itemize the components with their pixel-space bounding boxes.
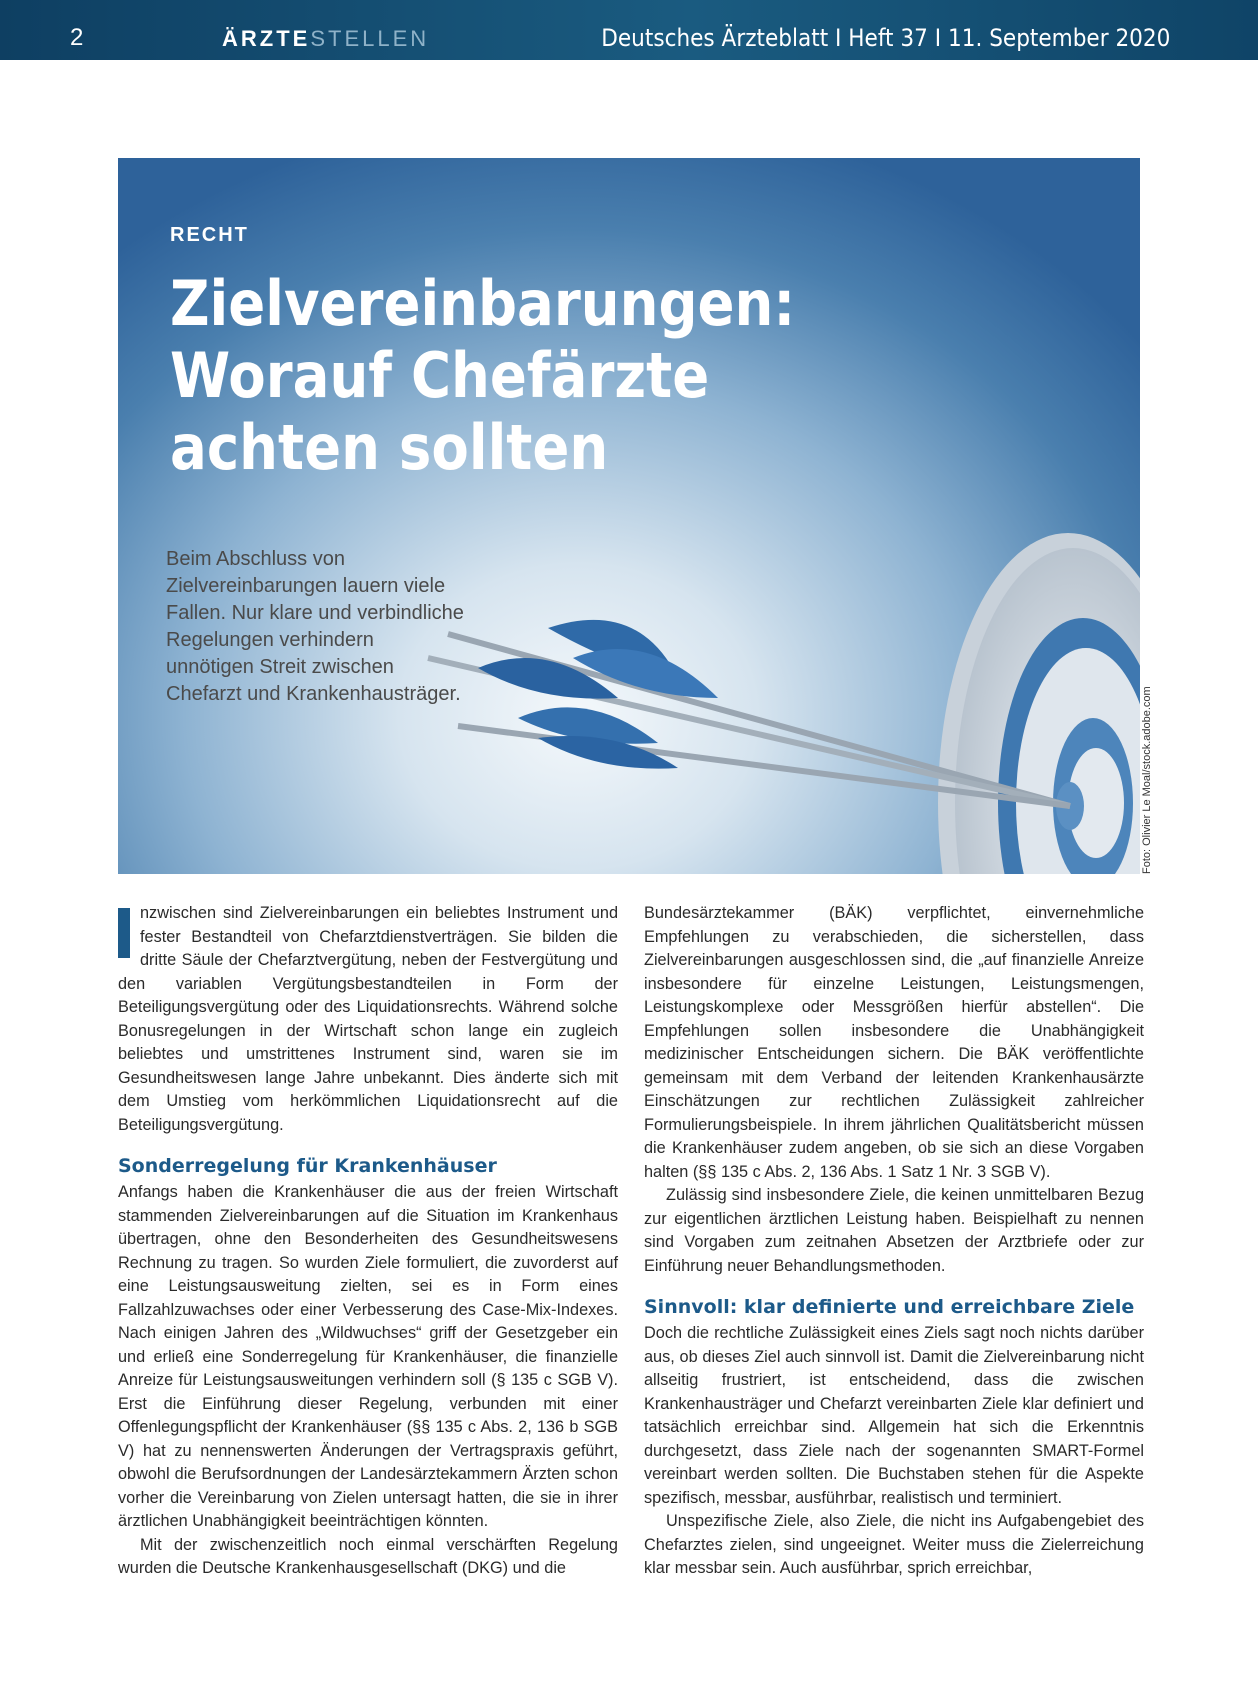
body-paragraph: Doch die rechtliche Zulässigkeit eines Ziels sagt noch nichts darüber aus, ob dieses Ziel auch sinnvoll ist. Damit die Zielvereinbarung nicht allseitig frustriert, ist entscheidend, dass die zwischen Krankenhausträger und Chefarzt vereinbarten Ziele klar definiert und tatsächlich erreichbar sind. Allgemein hat sich die Erkenntnis durchgesetzt, dass Ziele nach der sogenannten SMART-Formel vereinbart werden sollten. Die Buchstaben stehen für die Aspekte spezifisch, messbar, ausführbar, realistisch und terminiert. xyxy=(644,1324,1144,1507)
target-icon xyxy=(938,533,1140,874)
body-paragraph: Zulässig sind insbesondere Ziele, die keinen unmittelbaren Bezug zur eigentlichen ärztlichen Leistung haben. Beispielhaft zu nennen sind Vorgaben zum zeitnahen Absetzen der Arztbriefe oder zur Einführung neuer Behandlungsmethoden. xyxy=(644,1186,1144,1275)
article-teaser: Beim Abschluss von Zielvereinbarungen lauern viele Fallen. Nur klare und verbindliche Regelungen verhindern unnötigen Streit zwischen Chefarzt und Krankenhausträger. xyxy=(166,548,464,705)
header-bar xyxy=(0,0,1258,60)
photo-credit: Foto: Olivier Le Moal/stock.adobe.com xyxy=(1141,686,1153,874)
section-kicker: RECHT xyxy=(170,224,249,246)
brand-logo: ÄRZTESTELLEN xyxy=(222,26,430,51)
drop-cap xyxy=(118,908,130,958)
body-paragraph: Anfangs haben die Krankenhäuser die aus der freien Wirtschaft stammenden Zielvereinbarungen auf die Situation im Krankenhaus übertragen, ohne den Besonderheiten des Gesundheitswesens Rechnung zu tragen. So wurden Ziele formuliert, die zuvorderst auf eine Leistungsausweitung zielten, sei es in Form eines Fallzahlzuwachses oder einer Verbesserung des Case-Mix-Indexes. Nach einigen Jahren des „Wildwuchses“ griff der Gesetzgeber ein und erließ eine Sonderregelung für Krankenhäuser, die finanzielle Anreize für Leistungsausweitungen verhindern soll (§ 135 c SGB V). Erst die Einführung dieser Regelung, verbunden mit einer Offenlegungspflicht der Krankenhäuser (§§ 135 c Abs. 2, 136 b SGB V) hat zu nennenswerten Änderungen der Vertragspraxis geführt, obwohl die Berufsordnungen der Landesärztekammern Ärzten schon vorher die Vereinbarung von Zielen untersagt hatten, die sie in ihrer ärztlichen Unabhängigkeit beeinträchtigen könnten. xyxy=(118,1183,618,1530)
body-paragraph: Bundesärztekammer (BÄK) verpflichtet, einvernehmliche Empfehlungen zu verabschieden, die sicherstellen, dass Zielvereinbarungen ausgeschlossen sind, die „auf finanzielle Anreize insbesondere für einzelne Leistungen, Leistungsmengen, Leistungskomplexe oder Messgrößen hierfür abstellen“. Die Empfehlungen sollen insbesondere die Unabhängigkeit medizinischer Entscheidungen sichern. Die BÄK veröffentlichte gemeinsam mit dem Verband der leitenden Krankenhausärzte Einschätzungen zur rechtlichen Zulässigkeit zahlreicher Formulierungsbeispiele. In ihrem jährlichen Qualitätsbericht müssen die Krankenhäuser zudem angeben, ob sie sich an diese Vorgaben halten (§§ 135 c Abs. 2, 136 Abs. 1 Satz 1 Nr. 3 SGB V). xyxy=(644,904,1144,1181)
body-paragraph: Unspezifische Ziele, also Ziele, die nicht ins Aufgabengebiet des Chefarztes zielen, sind ungeeignet. Weiter muss die Zielerreichung klar messbar sein. Auch ausführbar, sprich erreichbar, xyxy=(644,1512,1144,1577)
body-paragraph: Mit der zwischenzeitlich noch einmal verschärften Regelung wurden die Deutsche Krankenhausgesellschaft (DKG) und die xyxy=(118,1535,618,1577)
intro-paragraph: nzwischen sind Zielvereinbarungen ein beliebtes Instrument und fester Bestandteil von Chefarztdienstverträgen. Sie bilden die dritte Säule der Chefarztvergütung, neben der Festvergütung und den variablen Vergütungsbestandteilen in Form der Beteiligungsvergütung oder des Liquidationsrechts. Während solche Bonusregelungen in der Wirtschaft schon lange ein zugleich beliebtes und umstrittenes Instrument sind, waren sie im Gesundheitswesen lange Jahre unbekannt. Dies änderte sich mit dem Umstieg vom herkömmlichen Liquidationsrecht auf die Beteiligungsvergütung. xyxy=(118,904,618,1134)
article-headline: Zielvereinbarungen: Worauf Chefärzte achten sollten xyxy=(170,267,796,484)
page-number: 2 xyxy=(70,24,84,51)
hero-image xyxy=(118,158,1140,874)
article-column-left xyxy=(118,902,618,1581)
journal-issue: Deutsches Ärzteblatt I Heft 37 I 11. September 2020 xyxy=(600,24,1170,52)
subheading: Sinnvoll: klar definierte und erreichbare Ziele xyxy=(644,1296,1135,1318)
subheading: Sonderregelung für Krankenhäuser xyxy=(118,1155,497,1177)
target-arrows-illustration xyxy=(118,158,1140,874)
article-column-right xyxy=(644,902,1144,1581)
